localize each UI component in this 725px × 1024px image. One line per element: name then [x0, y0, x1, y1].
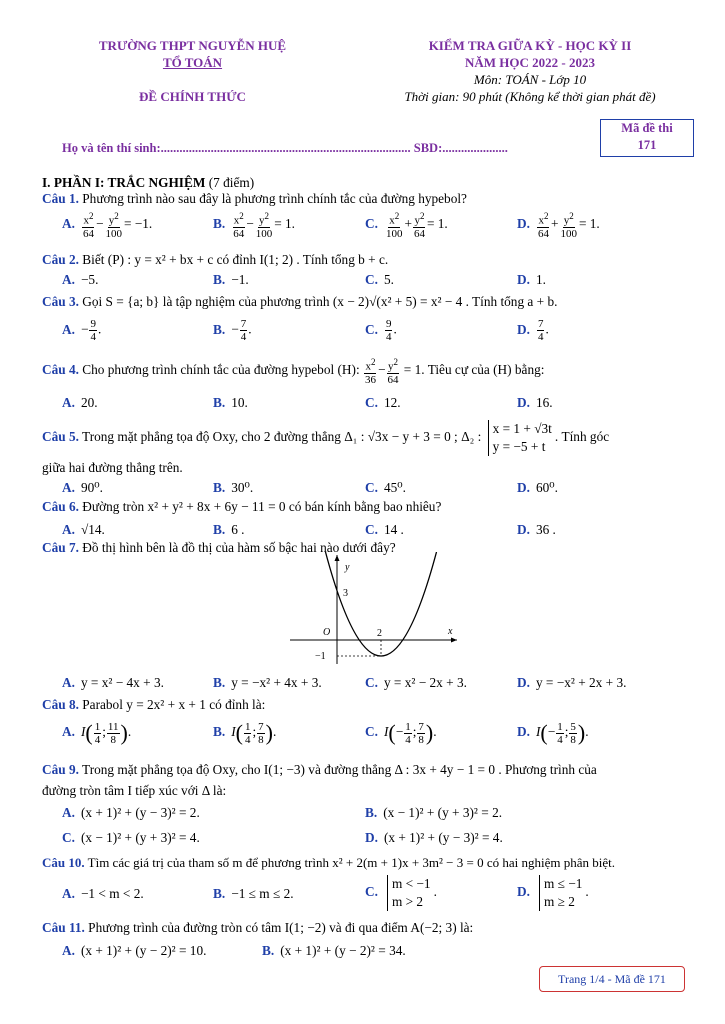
- question-10: Câu 10. Tìm các giá trị của tham số m để phương trình x² + 2(m + 1)x + 3m² − 3 = 0 có hai nghiệm phân biệt.: [42, 855, 615, 870]
- q6-option-a[interactable]: A. √14.: [62, 522, 105, 537]
- page-footer: Trang 1/4 - Mã đề 171: [539, 966, 685, 992]
- subject: Môn: TOÁN - Lớp 10: [473, 72, 587, 87]
- q3-option-b[interactable]: B. − $\frac{7}{4}$ .: [213, 318, 252, 343]
- q5-option-d[interactable]: D. 60⁰.: [517, 480, 558, 495]
- q11-option-a[interactable]: A. (x + 1)² + (y − 2)² = 10.: [62, 943, 207, 958]
- q5-option-b[interactable]: B. 30⁰.: [213, 480, 254, 495]
- q2-option-a[interactable]: A. −5.: [62, 272, 99, 287]
- q10-option-a[interactable]: A. −1 < m < 2.: [62, 886, 144, 901]
- parabola-graph: [285, 552, 460, 667]
- q9-option-d[interactable]: D. (x + 1)² + (y − 3)² = 4.: [365, 830, 503, 845]
- q3-option-d[interactable]: D. $\frac{7}{4}$ .: [517, 318, 549, 343]
- q2-option-b[interactable]: B. −1.: [213, 272, 249, 287]
- question-2: Câu 2. Biết (P) : y = x² + bx + c có đỉnh I(1; 2) . Tính tổng b + c.: [42, 252, 389, 267]
- q6-option-c[interactable]: C. 14 .: [365, 522, 404, 537]
- q1-option-c[interactable]: C. $\frac{x^2}{100}$ + $\frac{y^2}{64}$ = 1.: [365, 211, 448, 240]
- q3-option-c[interactable]: C. $\frac{9}{4}$ .: [365, 318, 397, 343]
- q8-option-c[interactable]: C. I(− $\frac{1}{4}$ ; $\frac{7}{8}$ ).: [365, 720, 437, 746]
- q4-option-d[interactable]: D. 16.: [517, 395, 553, 410]
- official-label: ĐỀ CHÍNH THỨC: [139, 89, 246, 104]
- q2-option-c[interactable]: C. 5.: [365, 272, 394, 287]
- question-9: Câu 9. Trong mặt phẳng tọa độ Oxy, cho I(1; −3) và đường thẳng Δ : 3x + 4y − 1 = 0 . Phương trình của: [42, 762, 597, 777]
- q8-option-b[interactable]: B. I( $\frac{1}{4}$ ; $\frac{7}{8}$ ).: [213, 720, 277, 746]
- q3-option-a[interactable]: A. − $\frac{9}{4}$ .: [62, 318, 102, 343]
- q6-option-d[interactable]: D. 36 .: [517, 522, 556, 537]
- vertex-y-label: −1: [315, 651, 326, 662]
- q8-option-d[interactable]: D. I(− $\frac{1}{4}$ ; $\frac{5}{8}$ ).: [517, 720, 589, 746]
- school-year: NĂM HỌC 2022 - 2023: [465, 55, 595, 70]
- exam-code-value: 171: [637, 138, 657, 152]
- q5-option-a[interactable]: A. 90⁰.: [62, 480, 103, 495]
- exam-code-label: Mã đề thi: [621, 121, 673, 135]
- q7-option-c[interactable]: C. y = x² − 2x + 3.: [365, 675, 467, 690]
- q10-option-d[interactable]: D. m ≤ −1 m ≥ 2 .: [517, 876, 589, 909]
- q4-option-c[interactable]: C. 12.: [365, 395, 401, 410]
- q5-option-c[interactable]: C. 45⁰.: [365, 480, 406, 495]
- question-3: Câu 3. Gọi S = {a; b} là tập nghiệm của phương trình (x − 2)√(x² + 5) = x² − 4 . Tính tổng a + b.: [42, 294, 558, 309]
- q10-option-c[interactable]: C. m < −1 m > 2 .: [365, 876, 437, 909]
- question-4: Câu 4. Cho phương trình chính tắc của đường hypebol (H): $\frac{x^2}{36}$ − $\frac{y^2}{64}$ = 1. Tiêu cự của (H) bằng:: [42, 357, 545, 386]
- q4-option-b[interactable]: B. 10.: [213, 395, 248, 410]
- exam-title: KIỂM TRA GIỮA KỲ - HỌC KỲ II: [428, 38, 632, 53]
- department: TỔ TOÁN: [162, 55, 223, 70]
- question-5-line2: giữa hai đường thẳng trên.: [42, 460, 183, 475]
- q9-option-b[interactable]: B. (x − 1)² + (y + 3)² = 2.: [365, 805, 503, 820]
- q7-option-b[interactable]: B. y = −x² + 4x + 3.: [213, 675, 322, 690]
- vertex-x-label: 2: [377, 628, 382, 639]
- q9-option-a[interactable]: A. (x + 1)² + (y − 3)² = 2.: [62, 805, 200, 820]
- section-title: I. PHẦN I: TRẮC NGHIỆM (7 điểm): [42, 175, 255, 190]
- student-info-line: Họ và tên thí sinh:................................................................................ SBD:.....................: [62, 141, 508, 155]
- q2-option-d[interactable]: D. 1.: [517, 272, 546, 287]
- q7-option-a[interactable]: A. y = x² − 4x + 3.: [62, 675, 164, 690]
- origin-label: O: [323, 627, 331, 638]
- question-11: Câu 11. Phương trình của đường tròn có tâm I(1; −2) và đi qua điểm A(−2; 3) là:: [42, 920, 474, 935]
- x-axis-label: x: [448, 626, 453, 637]
- school-name: TRƯỜNG THPT NGUYỄN HUỆ: [98, 38, 287, 53]
- q9-option-c[interactable]: C. (x − 1)² + (y + 3)² = 4.: [62, 830, 200, 845]
- q6-option-b[interactable]: B. 6 .: [213, 522, 245, 537]
- y-axis-arrow: [335, 555, 340, 561]
- q1-option-d[interactable]: D. $\frac{x^2}{64}$ + $\frac{y^2}{100}$ = 1.: [517, 211, 600, 240]
- q8-option-a[interactable]: A. I( $\frac{1}{4}$ ; $\frac{11}{8}$ ).: [62, 720, 132, 746]
- y-axis-label: y: [345, 562, 350, 573]
- q1-option-a[interactable]: A. $\frac{x^2}{64}$ − $\frac{y^2}{100}$ = −1.: [62, 211, 153, 240]
- q1-option-b[interactable]: B. $\frac{x^2}{64}$ − $\frac{y^2}{100}$ = 1.: [213, 211, 295, 240]
- question-7: Câu 7. Đồ thị hình bên là đồ thị của hàm số bậc hai nào dưới đây?: [42, 540, 396, 555]
- question-9-line2: đường tròn tâm I tiếp xúc với Δ là:: [42, 783, 227, 798]
- x-axis-arrow: [451, 638, 457, 643]
- exam-code-box: [600, 119, 694, 157]
- q4-option-a[interactable]: A. 20.: [62, 395, 98, 410]
- question-8: Câu 8. Parabol y = 2x² + x + 1 có đỉnh là:: [42, 697, 266, 712]
- question-5: Câu 5. Trong mặt phẳng tọa độ Oxy, cho 2 đường thẳng Δ₁ : √3x − y + 3 = 0 ; Δ₂ : x = 1 + √3t y = −5 + t . Tính góc: [42, 421, 610, 454]
- y-intercept-label: 3: [343, 588, 348, 599]
- exam-time: Thời gian: 90 phút (Không kể thời gian phát đề): [404, 89, 656, 104]
- q10-option-b[interactable]: B. −1 ≤ m ≤ 2.: [213, 886, 294, 901]
- question-1: Câu 1. Phương trình nào sau đây là phương trình chính tắc của đường hypebol?: [42, 191, 467, 206]
- question-6: Câu 6. Đường tròn x² + y² + 8x + 6y − 11 = 0 có bán kính bằng bao nhiêu?: [42, 499, 442, 514]
- q7-option-d[interactable]: D. y = −x² + 2x + 3.: [517, 675, 627, 690]
- q11-option-b[interactable]: B. (x + 1)² + (y − 2)² = 34.: [262, 943, 406, 958]
